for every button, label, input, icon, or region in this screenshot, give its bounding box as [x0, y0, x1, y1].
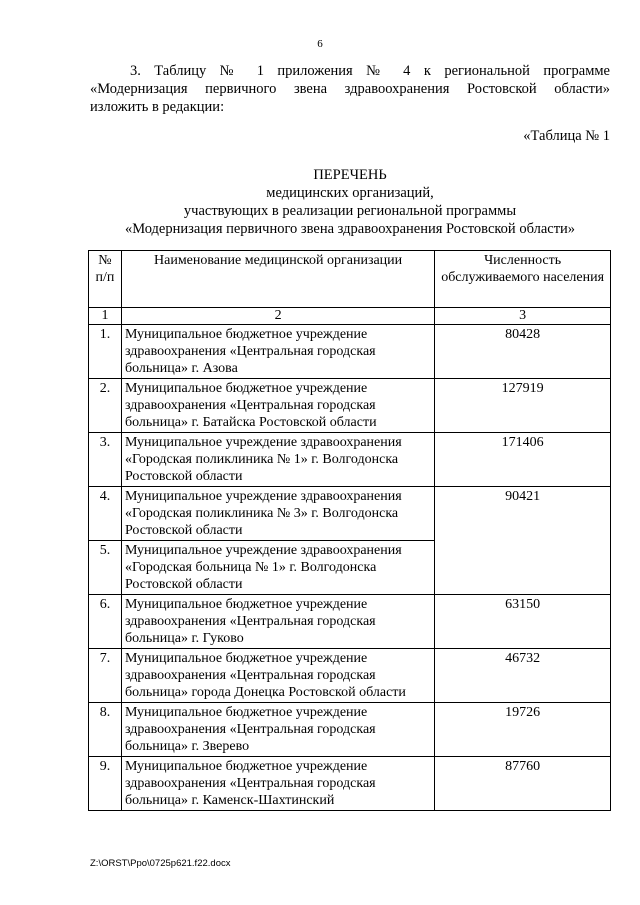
- list-heading: [90, 166, 610, 238]
- row-org-name: Муниципальное бюджетное учреждение здравоохранения «Центральная городская больница» г. Азова: [121, 325, 434, 379]
- heading-title: ПЕРЕЧЕНЬ: [313, 167, 387, 183]
- row-number: 4.: [89, 487, 122, 541]
- table-row: [89, 325, 611, 379]
- heading-line-2: участвующих в реализации региональной программы: [183, 203, 517, 219]
- row-org-name: Муниципальное бюджетное учреждение здравоохранения «Центральная городская больница» г. Батайска Ростовской области: [121, 379, 434, 433]
- row-population-merged: 90421: [435, 487, 611, 595]
- page-number: 6: [317, 38, 323, 50]
- row-org-name: Муниципальное бюджетное учреждение здравоохранения «Центральная городская больница» г. Гуково: [121, 595, 434, 649]
- row-population: 80428: [435, 325, 611, 379]
- organizations-table: [88, 250, 611, 811]
- row-org-name: Муниципальное бюджетное учреждение здравоохранения «Центральная городская больница» г. Зверево: [121, 703, 434, 757]
- table-row: [89, 487, 611, 541]
- index-cell-1: 1: [89, 308, 122, 325]
- row-number: 6.: [89, 595, 122, 649]
- row-number: 8.: [89, 703, 122, 757]
- row-org-name: Муниципальное учреждение здравоохранения «Городская поликлиника № 1» г. Волгодонска Ростовской области: [121, 433, 434, 487]
- table-header-row: [89, 251, 611, 308]
- row-org-name: Муниципальное учреждение здравоохранения «Городская больница № 1» г. Волгодонска Ростовской области: [121, 541, 434, 595]
- row-org-name: Муниципальное бюджетное учреждение здравоохранения «Центральная городская больница» города Донецка Ростовской области: [121, 649, 434, 703]
- table-row: [89, 433, 611, 487]
- intro-line-3: изложить в редакции:: [90, 99, 225, 115]
- header-number: № п/п: [89, 251, 122, 308]
- header-population: Численность обслуживаемого населения: [435, 251, 611, 308]
- row-org-name: Муниципальное бюджетное учреждение здравоохранения «Центральная городская больница» г. Каменск-Шахтинский: [121, 757, 434, 811]
- row-population: 46732: [435, 649, 611, 703]
- row-number: 1.: [89, 325, 122, 379]
- table-row: [89, 379, 611, 433]
- header-name: Наименование медицинской организации: [121, 251, 434, 308]
- row-population: 19726: [435, 703, 611, 757]
- row-population: 127919: [435, 379, 611, 433]
- table-row: [89, 649, 611, 703]
- table-index-row: [89, 308, 611, 325]
- table-label: «Таблица № 1: [523, 128, 610, 144]
- index-cell-3: 3: [435, 308, 611, 325]
- heading-line-3: «Модернизация первичного звена здравоохранения Ростовской области»: [124, 221, 576, 237]
- row-number: 3.: [89, 433, 122, 487]
- table-row: [89, 757, 611, 811]
- row-number: 7.: [89, 649, 122, 703]
- row-population: 171406: [435, 433, 611, 487]
- row-population: 63150: [435, 595, 611, 649]
- row-number: 9.: [89, 757, 122, 811]
- row-number: 5.: [89, 541, 122, 595]
- heading-line-1: медицинских организаций,: [266, 185, 434, 201]
- row-number: 2.: [89, 379, 122, 433]
- intro-line-1: 3. Таблицу № 1 приложения № 4 к региональной программе: [130, 63, 610, 79]
- intro-line-2: «Модернизация первичного звена здравоохранения Ростовской области»: [90, 81, 610, 97]
- intro-paragraph: [90, 62, 610, 116]
- table-row: [89, 703, 611, 757]
- row-org-name: Муниципальное учреждение здравоохранения «Городская поликлиника № 3» г. Волгодонска Ростовской области: [121, 487, 434, 541]
- table-row: [89, 595, 611, 649]
- index-cell-2: 2: [121, 308, 434, 325]
- file-path-footer: Z:\ORST\Ppo\0725p621.f22.docx: [90, 858, 231, 869]
- row-population: 87760: [435, 757, 611, 811]
